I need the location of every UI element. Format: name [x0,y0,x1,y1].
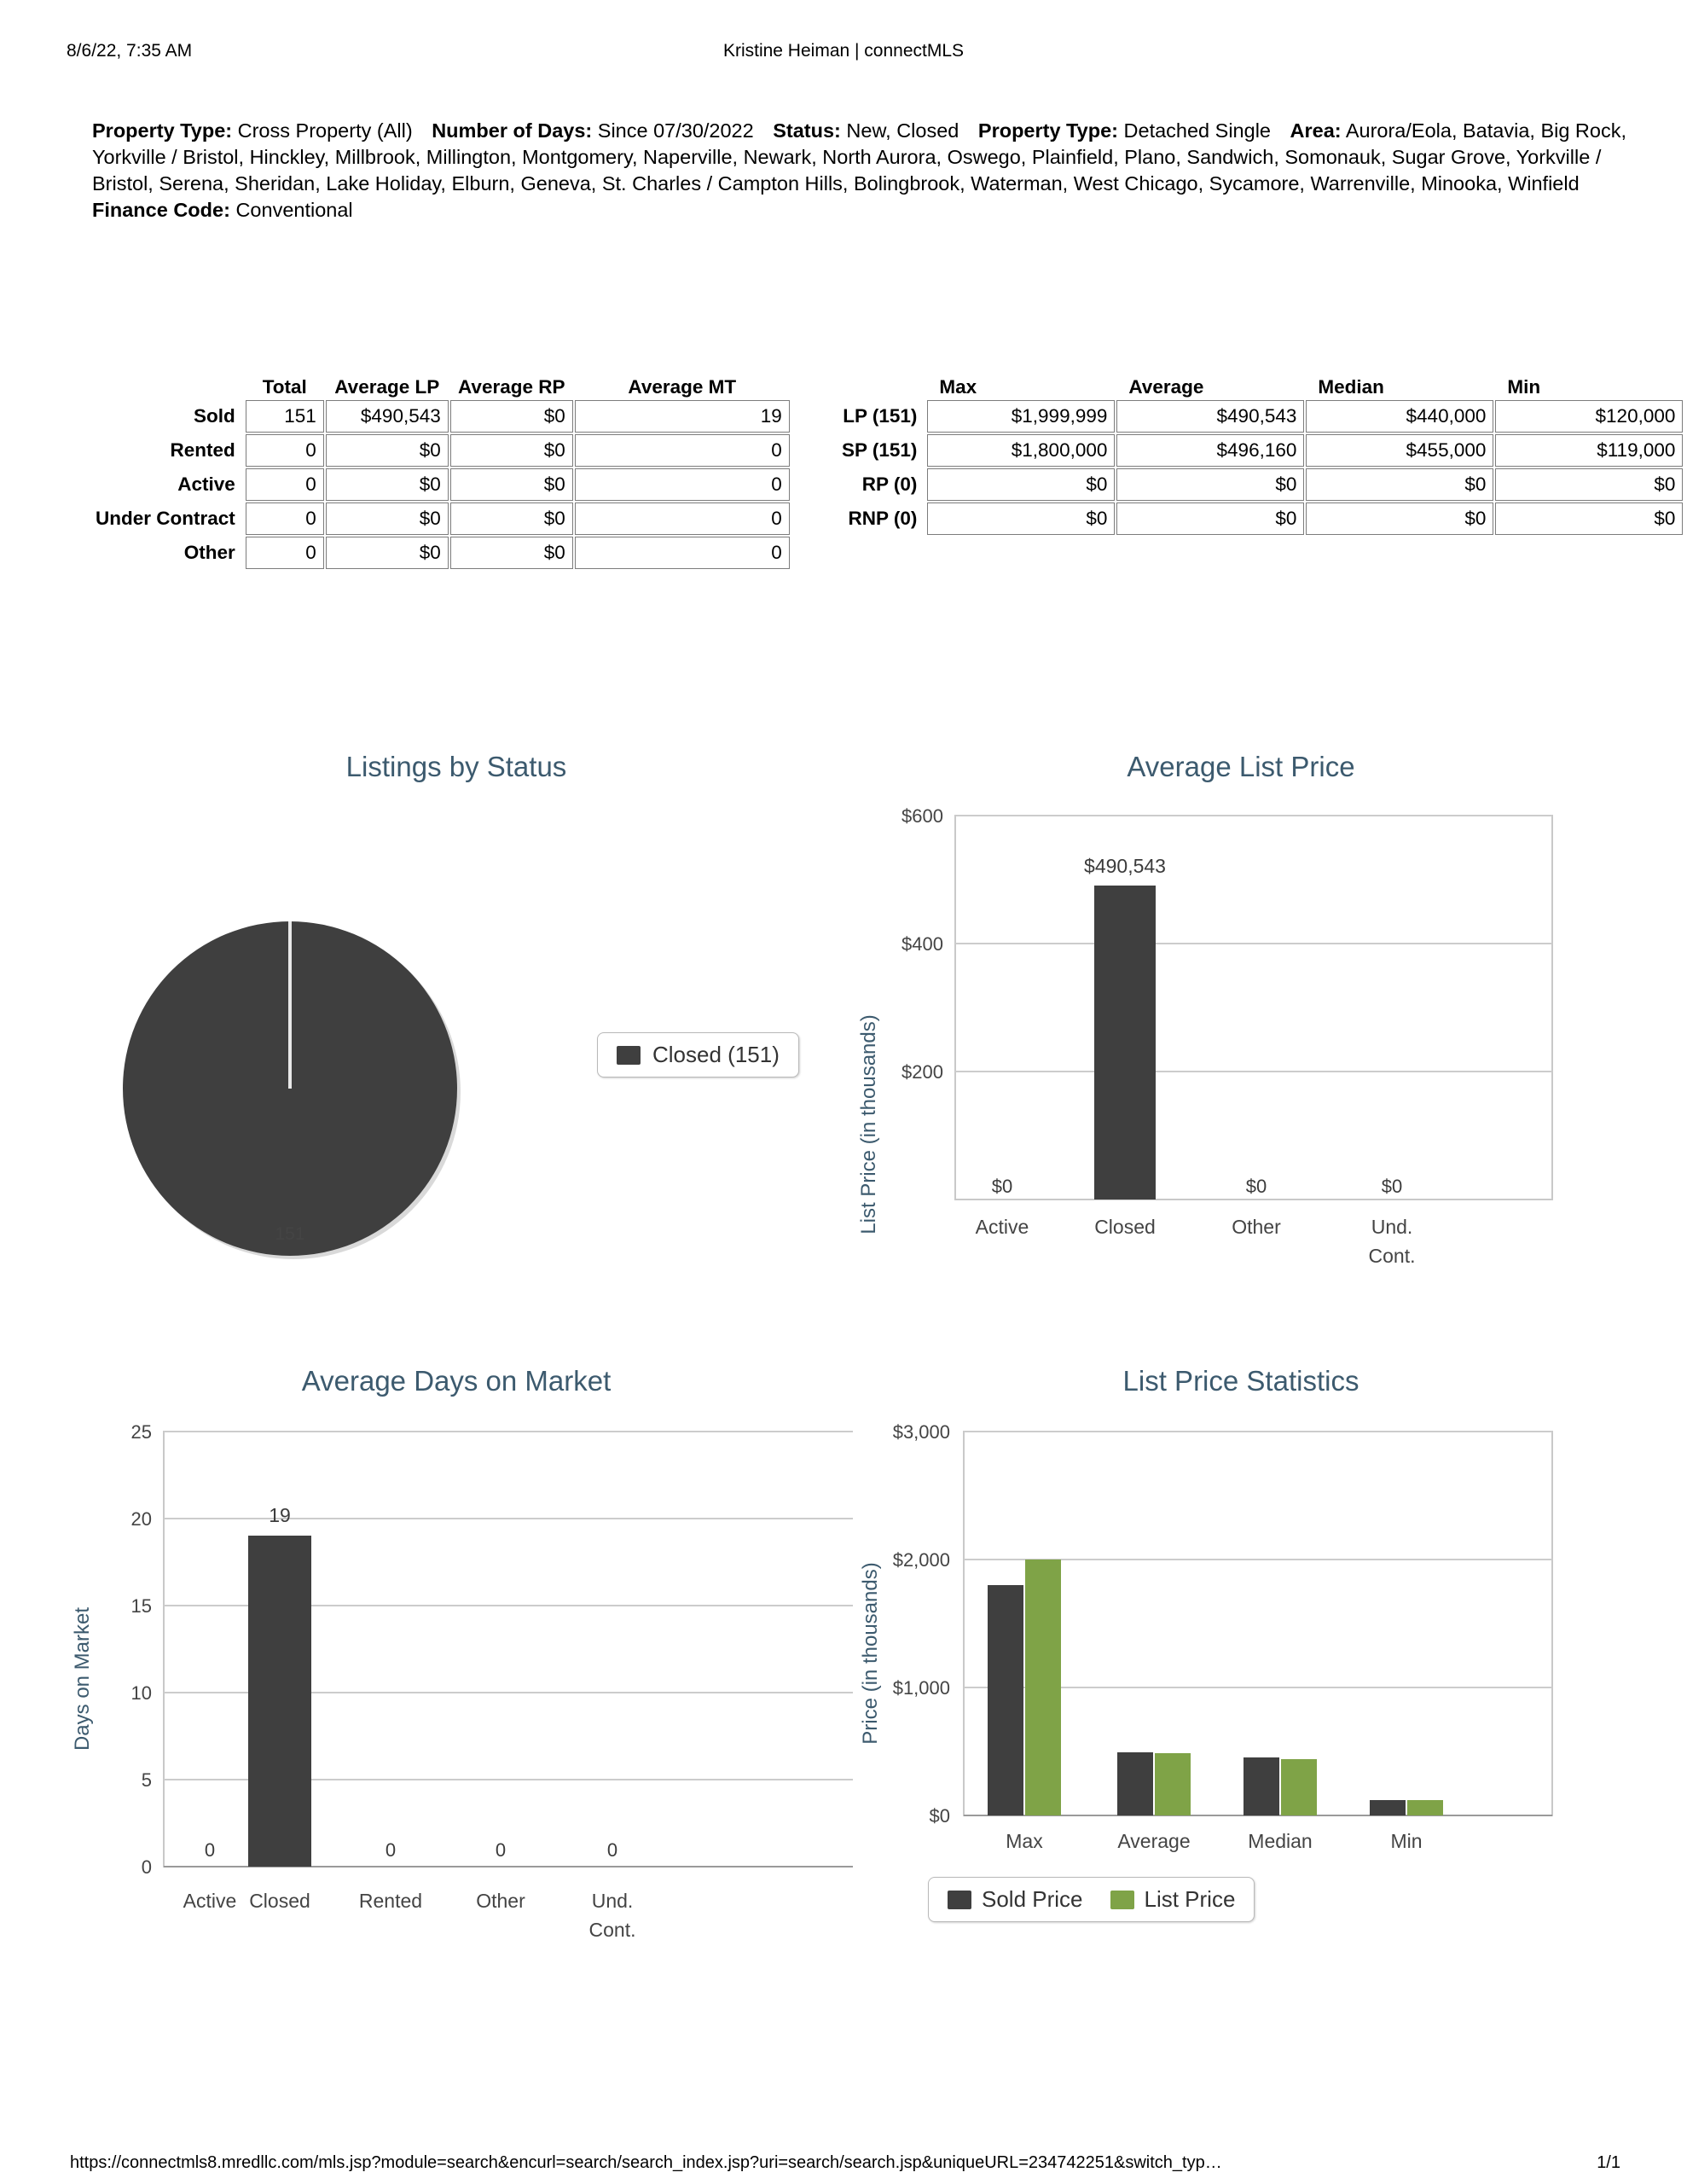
legend-swatch-list-price [1110,1891,1134,1909]
criteria-label-finance-code: Finance Code: [92,199,230,221]
y-tick-label: 15 [130,1595,152,1617]
bar-data-label-active: $0 [991,1176,1013,1197]
row-label: Rented [170,439,235,461]
criteria-label-area: Area: [1290,119,1342,142]
criteria-label-number-of-days: Number of Days: [432,119,593,142]
footer-url[interactable]: https://connectmls8.mredllc.com/mls.jsp?module=search&encurl=search/search_index.jsp?uri=search/search.jsp&uniqueURL=234742251&switch_typ… [70,2153,1222,2172]
cell-total: 151 [246,400,324,433]
row-label: Other [183,542,235,563]
cell-average: $490,543 [1116,400,1304,433]
y-tick-label: $2,000 [892,1549,950,1571]
y-tick-label: $1,000 [892,1677,950,1699]
col-average: Average [1128,376,1204,398]
cell-average-mt: 0 [575,468,790,501]
col-average-mt: Average MT [628,376,737,398]
status-summary-table-wrapper [94,374,791,571]
chart-title: Average List Price [1127,751,1355,782]
bar-list-price-min [1407,1800,1443,1815]
y-tick-label: 5 [141,1769,152,1791]
bar-data-label-other: 0 [495,1839,507,1861]
bar-sold-price-median [1244,1757,1279,1815]
x-tick-label-other: Other [476,1890,525,1912]
cell-average-lp: $0 [326,502,449,535]
cell-average-rp: $0 [450,537,573,569]
cell-median: $455,000 [1306,434,1493,467]
y-tick-label: $600 [901,805,943,827]
cell-total: 0 [246,537,324,569]
bar-sold-price-average [1117,1752,1153,1815]
row-label: RP (0) [861,473,918,495]
col-total: Total [262,376,307,398]
cell-average-rp: $0 [450,434,573,467]
cell-average-lp: $0 [326,537,449,569]
criteria-label-property-type-2: Property Type: [977,119,1118,142]
x-tick-label-und-cont: Und. [1371,1216,1413,1238]
legend-item-closed[interactable] [597,1032,799,1077]
chart-listings-by-status [60,751,853,1348]
x-tick-label-min: Min [1390,1830,1423,1852]
cell-average-mt: 0 [575,537,790,569]
criteria-value-status: New, Closed [846,119,959,142]
cell-average-rp: $0 [450,400,573,433]
table-row [96,434,790,467]
criteria-label-status: Status: [773,119,841,142]
cell-average-lp: $0 [326,468,449,501]
cell-max: $0 [927,468,1115,501]
x-tick-label-und-cont-2: Cont. [1368,1245,1416,1267]
cell-min: $0 [1495,502,1683,535]
legend-swatch-sold-price [948,1891,971,1909]
y-tick-label: $3,000 [892,1421,950,1443]
bar-closed [1094,886,1156,1199]
legend-label-list-price: List Price [1144,1886,1236,1912]
bar-list-price-max [1025,1560,1061,1815]
y-tick-label: 10 [130,1682,152,1704]
legend-item-list-price[interactable] [1110,1886,1236,1913]
col-min: Min [1507,376,1541,398]
row-label: Sold [194,405,235,427]
cell-average-rp: $0 [450,468,573,501]
chart-title: List Price Statistics [1122,1365,1359,1397]
cell-average: $496,160 [1116,434,1304,467]
legend-swatch-closed [617,1046,641,1065]
criteria-label-property-type: Property Type: [92,119,233,142]
cell-median: $0 [1306,502,1493,535]
table-header-row [96,375,790,398]
y-tick-label: 25 [130,1421,152,1443]
col-blank [96,375,244,398]
table-row [96,537,790,569]
cell-average: $0 [1116,468,1304,501]
bar-data-label-rented: 0 [385,1839,397,1861]
cell-min: $120,000 [1495,400,1683,433]
cell-average-lp: $0 [326,434,449,467]
cell-max: $1,800,000 [927,434,1115,467]
bar-data-label-und-cont: 0 [606,1839,618,1861]
col-average-rp: Average RP [458,376,565,398]
cell-average-mt: 19 [575,400,790,433]
y-axis-title: Days on Market [71,1606,94,1751]
y-axis-title: List Price (in thousands) [857,1014,880,1234]
cell-average-mt: 0 [575,502,790,535]
list-price-statistics-svg [853,1397,1629,1909]
price-summary-table [840,374,1684,537]
cell-max: $1,999,999 [927,400,1115,433]
x-tick-label-und-cont: Und. [591,1890,634,1912]
col-average-lp: Average LP [334,376,440,398]
x-tick-label-rented: Rented [358,1890,423,1912]
bar-closed [248,1536,311,1867]
bar-data-label-other: $0 [1245,1176,1267,1197]
cell-median: $440,000 [1306,400,1493,433]
legend-item-sold-price[interactable] [948,1886,1083,1913]
criteria-value-property-type: Cross Property (All) [237,119,413,142]
chart-list-price-statistics [853,1365,1629,1996]
y-tick-label: 20 [130,1508,152,1530]
table-row [96,400,790,433]
row-label: Active [177,473,235,495]
criteria-value-finance-code: Conventional [235,199,353,221]
x-tick-label-closed: Closed [249,1890,310,1912]
y-tick-label: $200 [901,1061,943,1083]
bar-data-label-closed: 19 [269,1504,291,1526]
print-date: 8/6/22, 7:35 AM [67,41,193,61]
price-summary-table-wrapper [840,374,1684,537]
col-median: Median [1318,376,1384,398]
x-tick-label-active: Active [975,1216,1029,1238]
cell-total: 0 [246,468,324,501]
cell-total: 0 [246,502,324,535]
table-row [96,468,790,501]
cell-average-rp: $0 [450,502,573,535]
cell-total: 0 [246,434,324,467]
y-axis-title: Price (in thousands) [859,1562,882,1745]
x-tick-label-average: Average [1117,1830,1191,1852]
x-tick-label-other: Other [1232,1216,1281,1238]
pie-data-label: 151 [275,1224,305,1244]
list-price-statistics-legend [928,1877,1255,1922]
cell-average: $0 [1116,502,1304,535]
bar-list-price-average [1155,1753,1191,1815]
legend-label-sold-price: Sold Price [982,1886,1083,1912]
row-label: LP (151) [843,405,918,427]
bar-list-price-median [1281,1759,1317,1815]
bar-data-label-und-cont: $0 [1381,1176,1403,1197]
row-label: RNP (0) [848,508,918,529]
row-label: SP (151) [842,439,918,461]
chart-average-days-on-market [60,1365,853,1996]
average-list-price-svg [853,783,1629,1338]
x-tick-label-median: Median [1248,1830,1313,1852]
print-title: Kristine Heiman | connectMLS [722,41,965,61]
print-header [0,41,1687,61]
x-tick-label-closed: Closed [1094,1216,1156,1238]
table-row [96,502,790,535]
cell-median: $0 [1306,468,1493,501]
chart-title: Average Days on Market [301,1365,612,1397]
table-row [842,400,1683,433]
row-label: Under Contract [96,508,235,529]
x-tick-label-max: Max [1006,1830,1043,1852]
y-tick-label: $0 [929,1805,950,1827]
x-tick-label-und-cont-2: Cont. [588,1919,636,1941]
y-tick-label: 0 [141,1856,152,1878]
legend-label-closed: Closed (151) [652,1042,780,1067]
bar-sold-price-min [1370,1800,1406,1815]
average-days-on-market-svg [60,1397,853,1986]
col-max: Max [939,376,977,398]
criteria-value-area: Aurora/Eola, Batavia, Big Rock, Yorkville / Bristol, Hinckley, Millbrook, Millington, Montgomery, Naperville, Newark, North Aurora, Oswego, Plainfield, Plano, Sandwich, Somonauk, Sugar Grove, Yorkville / Bristol, Serena, Sheridan, Lake Holiday, Elburn, Geneva, St. Charles / Campton Hills, Bolingbrook, Waterman, West Chicago, Sycamore, Warrenville, Minooka, Winfield [92,119,1627,195]
chart-title: Listings by Status [345,751,567,782]
pie-legend [597,1032,799,1077]
criteria-value-number-of-days: Since 07/30/2022 [597,119,754,142]
table-row [842,502,1683,535]
bar-data-label-active-visible: 0 [204,1839,216,1861]
search-criteria [92,118,1627,224]
cell-max: $0 [927,502,1115,535]
cell-average-lp: $490,543 [326,400,449,433]
y-tick-label: $400 [901,933,943,955]
cell-min: $119,000 [1495,434,1683,467]
bar-data-label-closed: $490,543 [1084,855,1166,877]
table-header-row [842,375,1683,398]
bar-sold-price-max [988,1585,1023,1815]
table-row [842,434,1683,467]
footer-page-number: 1/1 [1597,2153,1620,2172]
cell-min: $0 [1495,468,1683,501]
criteria-value-property-type-2: Detached Single [1123,119,1271,142]
status-summary-table [94,374,791,571]
plot-area [955,816,1552,1199]
chart-average-list-price [853,751,1629,1348]
x-tick-label-active: Active [183,1890,237,1912]
cell-average-mt: 0 [575,434,790,467]
col-blank [842,375,925,398]
legend-group[interactable] [928,1877,1255,1922]
table-row [842,468,1683,501]
